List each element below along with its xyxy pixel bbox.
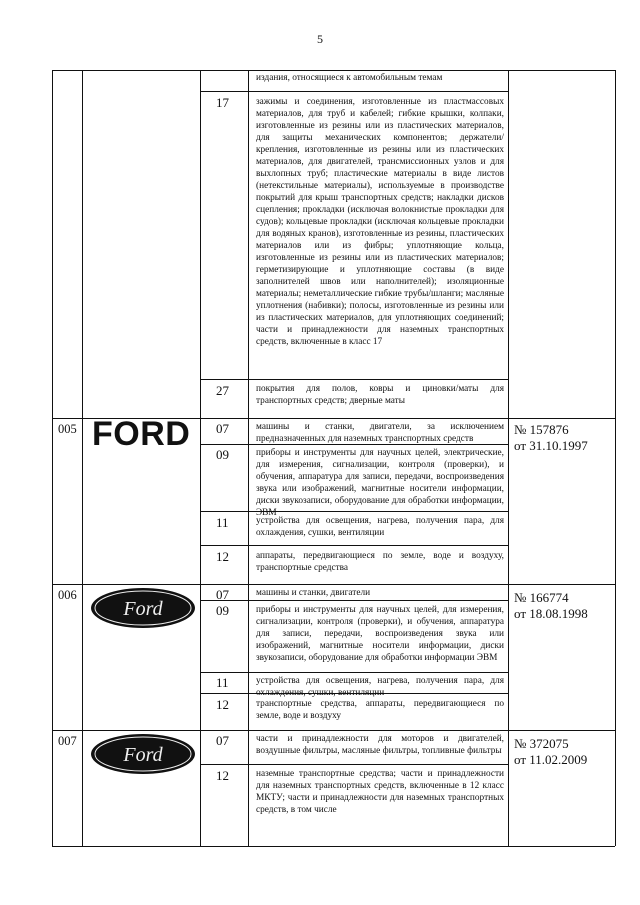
- subrow-divider: [200, 764, 508, 765]
- class-number: 09: [216, 603, 229, 618]
- goods-description: аппараты, передвигающиеся по земле, воде и воздуху, транспортные средства: [256, 551, 504, 573]
- subrow-divider: [200, 545, 508, 546]
- class-number: 07: [216, 421, 229, 436]
- class-number: 11: [216, 515, 229, 530]
- col-border: [508, 70, 509, 846]
- col-border: [52, 70, 53, 846]
- goods-description: транспортные средства, аппараты, передвигающиеся по земле, воде и воздуху: [256, 699, 504, 721]
- class-number: 07: [216, 587, 229, 602]
- registration-date: от 11.02.2009: [514, 752, 588, 767]
- goods-description: издания, относящиеся к автомобильным темам: [256, 73, 443, 83]
- registration-date: от 18.08.1998: [514, 606, 588, 621]
- registration-date: от 31.10.1997: [514, 438, 588, 453]
- ford-oval-logo: [90, 733, 196, 775]
- class-number: 12: [216, 697, 229, 712]
- goods-description: приборы и инструменты для научных целей, электрические, для измерения, сигнализации, контроля (проверки), и обучения, аппаратура для записи, передачи, воспроизведения звука или изображений, магнитные носители информации, диски звукозаписи, оборудование для обработки информации, ЭВМ: [256, 448, 504, 518]
- ford-oval-logo: [90, 587, 196, 629]
- col-border: [615, 70, 616, 846]
- class-number: 07: [216, 733, 229, 748]
- subrow-divider: [200, 600, 508, 601]
- class-number: 27: [216, 383, 229, 398]
- goods-description: части и принадлежности для моторов и двигателей, воздушные фильтры, масляные фильтры, топливные фильтры: [256, 734, 504, 756]
- goods-description: покрытия для полов, ковры и циновки/маты для транспортных средств; дверные маты: [256, 384, 504, 406]
- row-id: 005: [58, 422, 77, 436]
- col-border: [200, 70, 201, 846]
- subrow-divider: [200, 379, 508, 380]
- table-top-border: [52, 70, 615, 71]
- goods-description: устройства для освещения, нагрева, получения пара, для охлаждения, сушки, вентиляции: [256, 516, 504, 538]
- subrow-divider: [200, 672, 508, 673]
- goods-description: машины и станки, двигатели: [256, 588, 371, 598]
- class-number: 11: [216, 675, 229, 690]
- goods-description: машины и станки, двигатели, за исключением предназначенных для наземных транспортных средств: [256, 422, 504, 444]
- oval-logo-text: Ford: [123, 598, 163, 620]
- row-id: 007: [58, 734, 77, 748]
- class-number: 09: [216, 447, 229, 462]
- class-number: 17: [216, 95, 229, 110]
- goods-description: приборы и инструменты для научных целей, для измерения, сигнализации, контроля (проверки), и обучения, аппаратура для записи, передачи, воспроизведения звука или изображений, магнитные носители информации, диски звукозаписи, оборудование для обработки информации ЭВМ: [256, 605, 504, 663]
- col-border: [248, 70, 249, 846]
- ford-wordmark-logo: FORD: [92, 415, 191, 453]
- goods-description: зажимы и соединения, изготовленные из пластмассовых материалов, для труб и кабелей; гибкие крышки, колпаки, изготовленные из резины или из пластических материалов, для защиты механических компонентов; держатели/крепления, изготовленные из резины или из пластических материалов, для двигателей, трансмиссионных узлов и для выхлопных труб; пластические материалы в виде листов (нетекстильные материалы), используемые в производстве покрытий для крыш транспортных средств; накладки дисков сцепления; прокладки (исключая волокнистые прокладки для судов); кольцевые прокладки (исключая кольцевые прокладки для водяных кранов), изготовленные из резины, пластических материалов или из фибры; уплотняющие кольца, изготовленные из резины или из пластических материалов; герметизирующие и уплотняющие составы (в виде заполнителей швов или наполнителей); изоляционные материалы; неметаллические гибкие трубы/шланги; масляные уплотнения (набивки); полосы, изготовленные из резины или из пластических материалов, для уплотняющих соединений; части и принадлежности для наземных транспортных средств, включенные в класс 17: [256, 97, 504, 347]
- row-divider: [52, 584, 615, 585]
- row-divider: [52, 730, 615, 731]
- registration-number: № 166774: [514, 590, 569, 605]
- registration-number: № 157876: [514, 422, 569, 437]
- page-number: 5: [317, 32, 323, 46]
- goods-description: наземные транспортные средства; части и принадлежности для наземных транспортных средств, включенные в 12 класс МКТУ; части и принадлежности для наземных транспортных средств, в том числе: [256, 769, 504, 815]
- subrow-divider: [200, 91, 508, 92]
- class-number: 12: [216, 768, 229, 783]
- table-bottom-border: [52, 846, 615, 847]
- registration-number: № 372075: [514, 736, 569, 751]
- row-id: 006: [58, 588, 77, 602]
- goods-description: устройства для освещения, нагрева, получения пара, для охлаждения, сушки, вентиляции: [256, 676, 504, 698]
- class-number: 12: [216, 549, 229, 564]
- oval-logo-text: Ford: [123, 744, 163, 766]
- col-border: [82, 70, 83, 846]
